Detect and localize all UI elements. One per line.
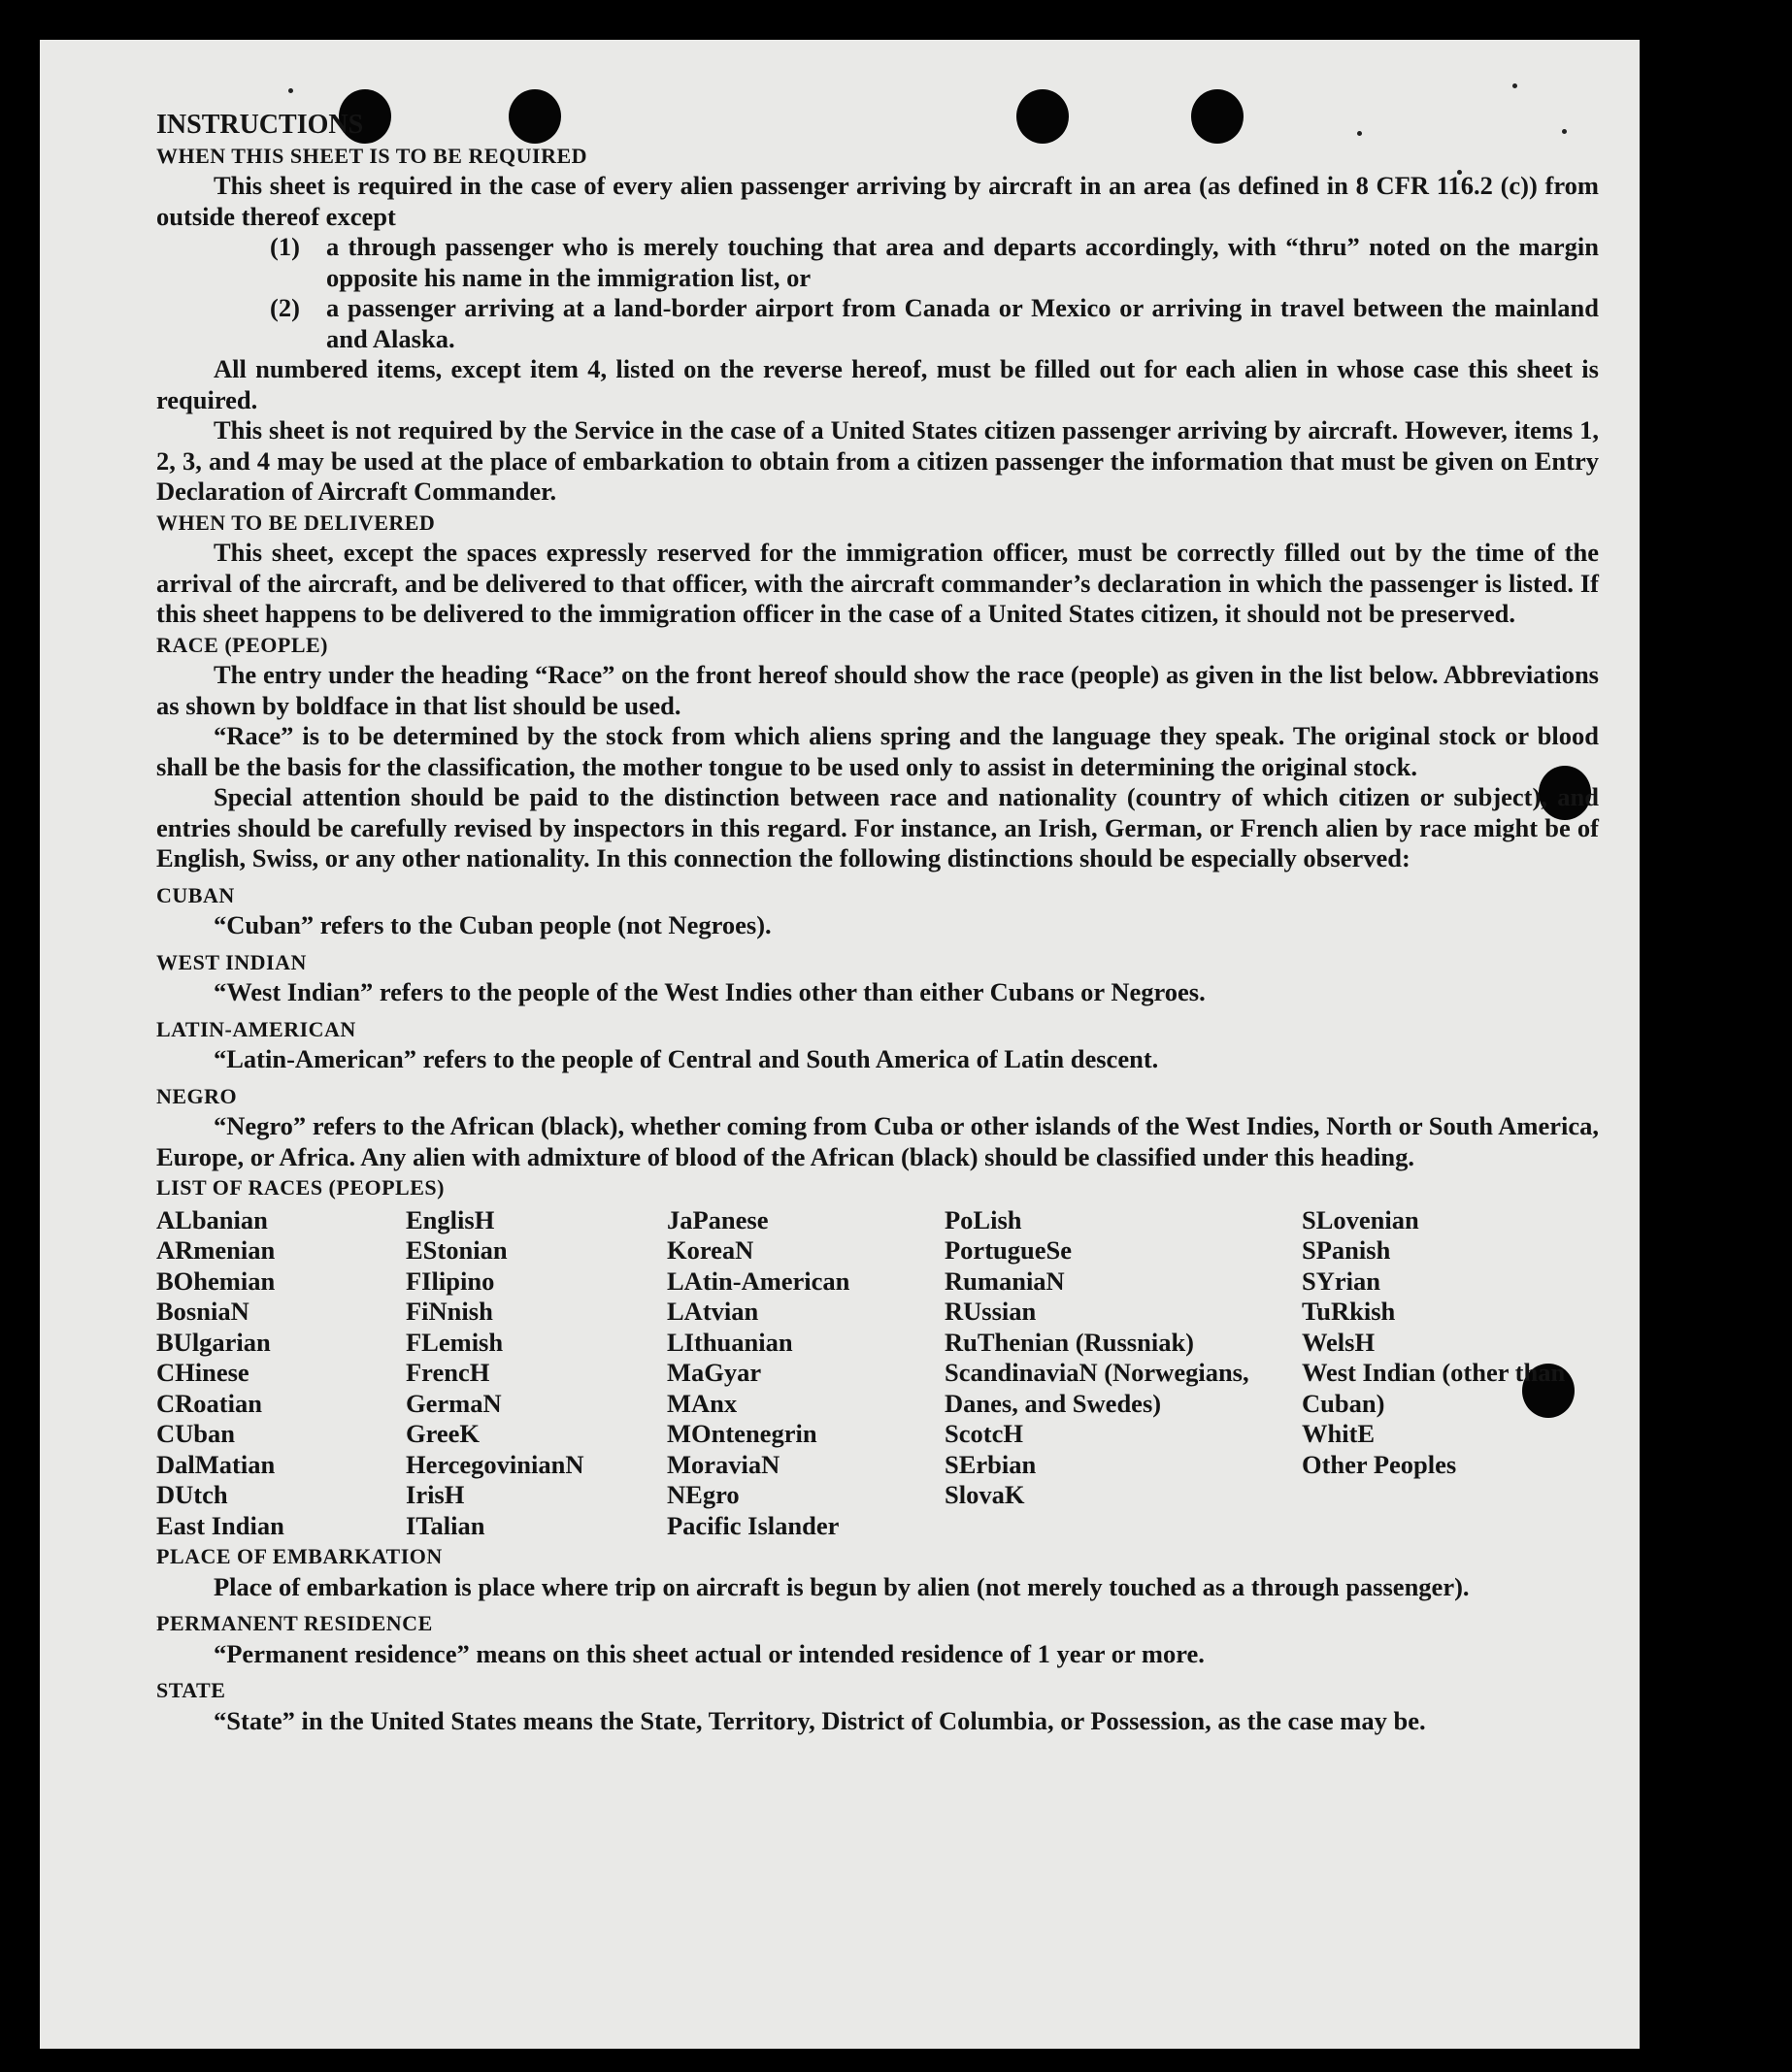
race-entry: CHinese [156,1358,249,1387]
race-entry: CUban [156,1419,236,1448]
race-entry: SErbian [945,1449,1037,1479]
race-entry: ScandinaviaN (Norwegians, Danes, and Swedes) [945,1358,1249,1418]
races-column-2 [406,1205,667,1542]
race-entry: ScotcH [945,1419,1023,1448]
race-entry: RuThenian (Russniak) [945,1327,1195,1357]
race-entry: HercegovinianN [406,1449,584,1479]
race-entry: SPanish [1302,1235,1391,1265]
document-body [156,110,1599,1736]
paragraph-state: “State” in the United States means the State, Territory, District of Columbia, or Possession, as the case may be. [214,1705,1426,1735]
item-number: (2) [270,293,300,322]
race-entry: LIthuanian [667,1327,793,1357]
race-entry: GermaN [406,1388,502,1418]
heading-negro: NEGRO [156,1083,238,1108]
race-entry: MoraviaN [667,1449,780,1479]
item-text: a passenger arriving at a land-border airport from Canada or Mexico or arriving in travel between the mainland and Alaska. [326,293,1599,353]
race-entry: ARmenian [156,1235,276,1265]
paragraph-required: This sheet is required in the case of every alien passenger arriving by aircraft in an area (as defined in 8 CFR 116.2 (c)) from outside thereof except [156,171,1599,231]
race-entry: DUtch [156,1480,228,1509]
race-entry: PoLish [945,1204,1022,1234]
paragraph-embarkation: Place of embarkation is place where trip on aircraft is begun by alien (not merely touched as a through passenger). [214,1571,1470,1601]
races-column-3 [667,1205,945,1542]
heading-west-indian: WEST INDIAN [156,949,307,974]
races-column-5 [1302,1205,1599,1542]
races-column-1 [156,1205,406,1542]
race-entry: BUlgarian [156,1327,271,1357]
paragraph-negro: “Negro” refers to the African (black), whether coming from Cuba or other islands of the West Indies, North or South America, Europe, or Africa. Any alien with admixture of blood of the African (black) should be classified under this heading. [156,1111,1599,1171]
race-entry: RUssian [945,1297,1037,1326]
exception-item-1 [270,232,1599,293]
race-entry: MOntenegrin [667,1419,817,1448]
race-entry: East Indian [156,1510,284,1540]
paragraph-cuban: “Cuban” refers to the Cuban people (not Negroes). [214,910,772,939]
race-entry: SYrian [1302,1266,1380,1296]
heading-list-of-races: LIST OF RACES (PEOPLES) [156,1175,445,1200]
paragraph-race-3: Special attention should be paid to the distinction between race and nationality (country of which citizen or subject), and entries should be carefully revised by inspectors in this regard. For instance, an Irish, German, or French alien by race might be of English, Swiss, or any other nationality. In this connection the following distinctions should be especially observed: [156,782,1599,872]
race-entry: TuRkish [1302,1297,1396,1326]
race-entry: EnglisH [406,1204,495,1234]
race-entry: FLemish [406,1327,504,1357]
race-entry: Other Peoples [1302,1449,1457,1479]
race-entry: CRoatian [156,1388,262,1418]
paragraph-permanent-residence: “Permanent residence” means on this sheet actual or intended residence of 1 year or more. [214,1638,1205,1668]
speck-1 [288,88,293,93]
heading-state: STATE [156,1678,226,1702]
speck-2 [1512,83,1517,88]
race-entry: BosniaN [156,1297,249,1326]
paragraph-citizen: This sheet is not required by the Service in the case of a United States citizen passenger arriving by aircraft. However, items 1, 2, 3, and 4 may be used at the place of embarkation to obtain from a citizen passenger the information that must be given on Entry Declaration of Aircraft Commander. [156,415,1599,506]
races-list [156,1205,1599,1542]
race-entry: West Indian (other than Cuban) [1302,1358,1566,1418]
race-entry: IrisH [406,1480,465,1509]
document-page [40,40,1640,2049]
heading-latin-american: LATIN-AMERICAN [156,1016,356,1041]
race-entry: ALbanian [156,1204,268,1234]
paragraph-race-2: “Race” is to be determined by the stock from which aliens spring and the language they speak. The original stock or blood shall be the basis for the classification, the mother tongue to be used only to assist in determining the original stock. [156,721,1599,781]
paragraph-west-indian: “West Indian” refers to the people of the West Indies other than either Cubans or Negroes. [214,977,1206,1006]
race-entry: PortugueSe [945,1235,1073,1265]
race-entry: FIlipino [406,1266,495,1296]
paragraph-delivered: This sheet, except the spaces expressly reserved for the immigration officer, must be correctly filled out by the time of the arrival of the aircraft, and be delivered to that officer, with the aircraft commander’s declaration in which the passenger is listed. If this sheet happens to be delivered to the immigration officer in the case of a United States citizen, it should not be preserved. [156,538,1599,628]
race-entry: FiNnish [406,1297,493,1326]
heading-permanent-residence: PERMANENT RESIDENCE [156,1611,433,1635]
race-entry: KoreaN [667,1235,754,1265]
race-entry: EStonian [406,1235,508,1265]
race-entry: BOhemian [156,1266,276,1296]
race-entry: WelsH [1302,1327,1376,1357]
paragraph-numbered-items: All numbered items, except item 4, listed on the reverse hereof, must be filled out for each alien in whose case this sheet is required. [156,354,1599,414]
race-entry: RumaniaN [945,1266,1065,1296]
heading-cuban: CUBAN [156,882,235,907]
heading-when-required: WHEN THIS SHEET IS TO BE REQUIRED [156,143,588,168]
race-entry: SlovaK [945,1480,1025,1509]
race-entry: MaGyar [667,1358,762,1387]
heading-embarkation: PLACE OF EMBARKATION [156,1544,443,1568]
paragraph-race-1: The entry under the heading “Race” on the front hereof should show the race (people) as given in the list below. Abbreviations as shown by boldface in that list should be used. [156,660,1599,720]
exception-item-2 [270,293,1599,354]
race-entry: DalMatian [156,1449,276,1479]
item-number: (1) [270,232,300,261]
item-text: a through passenger who is merely touching that area and departs accordingly, with “thru” noted on the margin opposite his name in the immigration list, or [326,232,1599,292]
heading-when-delivered: WHEN TO BE DELIVERED [156,510,436,535]
race-entry: MAnx [667,1388,738,1418]
paragraph-latin-american: “Latin-American” refers to the people of Central and South America of Latin descent. [214,1044,1159,1073]
race-entry: GreeK [406,1419,481,1448]
race-entry: LAtin-American [667,1266,850,1296]
race-entry: WhitE [1302,1419,1376,1448]
races-column-4 [945,1205,1302,1542]
race-entry: FrencH [406,1358,490,1387]
race-entry: LAtvian [667,1297,759,1326]
race-entry: Pacific Islander [667,1510,840,1540]
document-title: INSTRUCTIONS [156,110,364,140]
race-entry: NEgro [667,1480,740,1509]
race-entry: SLovenian [1302,1204,1419,1234]
race-entry: JaPanese [667,1204,769,1234]
race-entry: ITalian [406,1510,485,1540]
heading-race: RACE (PEOPLE) [156,632,328,657]
